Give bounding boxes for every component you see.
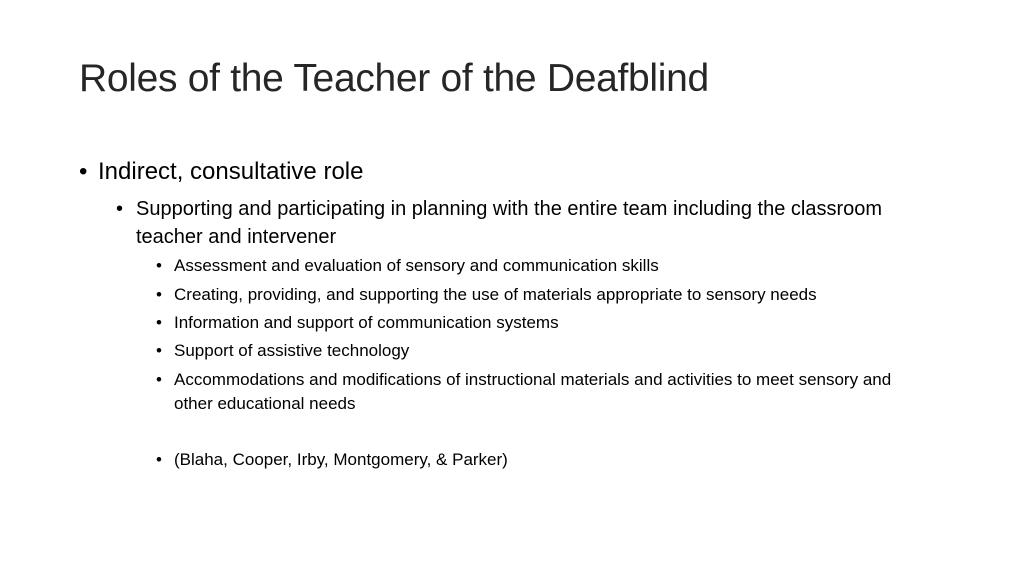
bullet-dot: • [156, 370, 162, 389]
bullet-level3-item [156, 283, 916, 307]
bullet-dot: • [156, 341, 162, 360]
bullet-dot: • [116, 198, 124, 220]
bullet-level3-text: Information and support of communication systems [174, 313, 559, 332]
bullet-level3-text: Assessment and evaluation of sensory and communication skills [174, 256, 659, 275]
bullet-level3-citation [156, 448, 916, 472]
bullet-level3-item [156, 339, 916, 363]
bullet-level1 [79, 157, 979, 187]
bullet-dot: • [156, 450, 162, 469]
bullet-level2 [116, 195, 936, 251]
bullet-dot: • [156, 313, 162, 332]
bullet-dot: • [79, 158, 88, 185]
bullet-level3-text: Accommodations and modifications of instructional materials and activities to meet sensory and other educational needs [174, 370, 892, 413]
bullet-level1-text: Indirect, consultative role [98, 158, 364, 185]
bullet-level2-text: Supporting and participating in planning with the entire team including the classroom teacher and intervener [136, 198, 883, 248]
bullet-level3-text: Creating, providing, and supporting the use of materials appropriate to sensory needs [174, 285, 817, 304]
bullet-level3-item [156, 311, 916, 335]
bullet-dot: • [156, 256, 162, 275]
citation-text: (Blaha, Cooper, Irby, Montgomery, & Parker) [174, 450, 508, 469]
bullet-dot: • [156, 285, 162, 304]
slide-title: Roles of the Teacher of the Deafblind [79, 57, 709, 100]
bullet-level3-text: Support of assistive technology [174, 341, 410, 360]
bullet-level3-item [156, 254, 916, 278]
bullet-level3-item [156, 368, 916, 416]
